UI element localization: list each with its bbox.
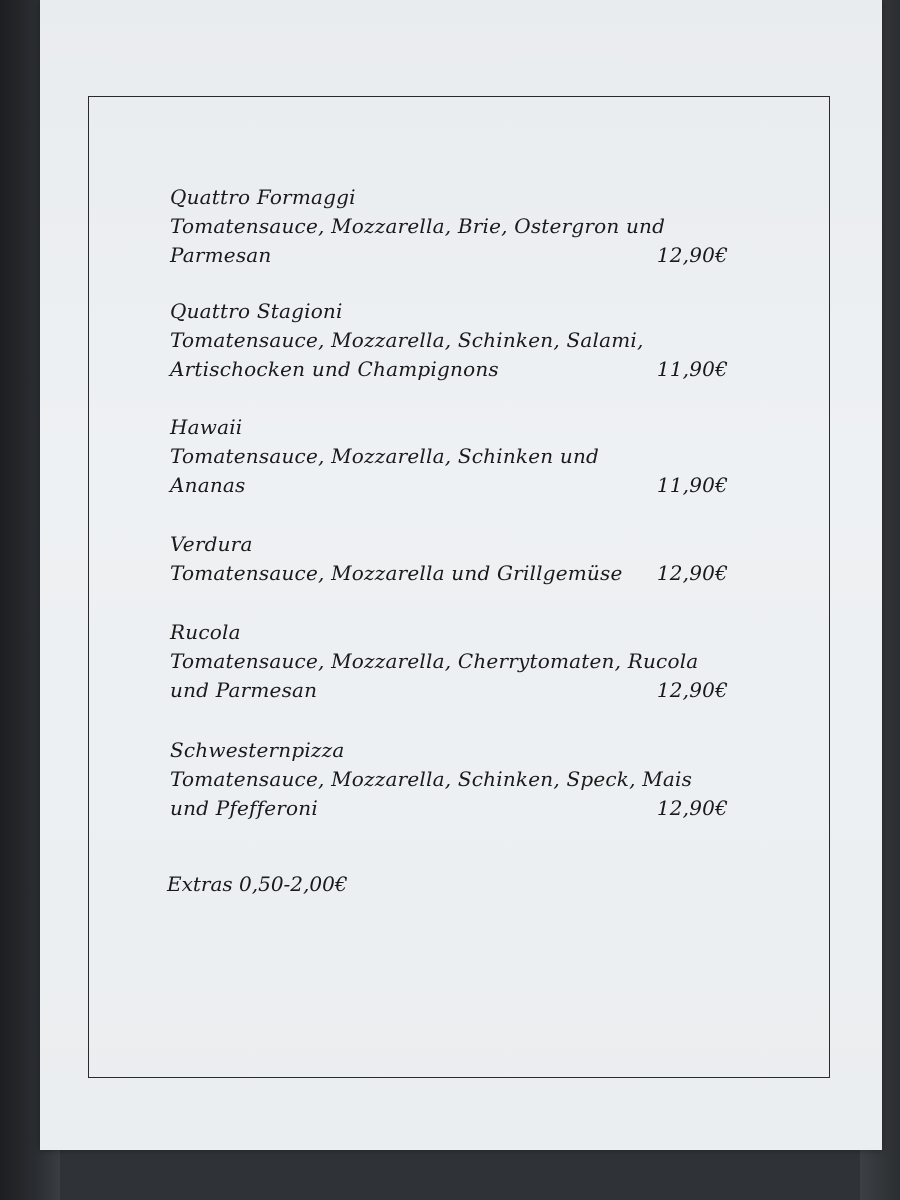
item-price: 12,90€ bbox=[656, 561, 728, 585]
item-name: Quattro Formaggi bbox=[170, 185, 356, 209]
item-description: Tomatensauce, Mozzarella, Schinken, Speck, Mais bbox=[170, 767, 693, 791]
item-name: Quattro Stagioni bbox=[170, 299, 343, 323]
item-description: Tomatensauce, Mozzarella, Schinken, Salami, bbox=[170, 328, 644, 352]
item-description-last-row bbox=[170, 559, 728, 588]
item-price: 12,90€ bbox=[656, 796, 728, 820]
item-description: und Parmesan bbox=[170, 678, 318, 702]
item-description-last-row bbox=[170, 794, 728, 823]
menu-page bbox=[40, 0, 882, 1150]
item-description-last-row bbox=[170, 355, 728, 384]
item-price: 11,90€ bbox=[656, 357, 728, 381]
menu-item-hawaii bbox=[170, 413, 728, 500]
item-description: Tomatensauce, Mozzarella, Brie, Ostergron und bbox=[170, 214, 666, 238]
item-name: Rucola bbox=[170, 620, 241, 644]
item-description: Tomatensauce, Mozzarella, Schinken und bbox=[170, 444, 600, 468]
item-name: Schwesternpizza bbox=[170, 738, 345, 762]
item-description: Tomatensauce, Mozzarella und Grillgemüse bbox=[170, 561, 623, 585]
item-description-last-row bbox=[170, 471, 728, 500]
item-description-last-row bbox=[170, 241, 728, 270]
extras-note: Extras 0,50-2,00€ bbox=[167, 872, 348, 896]
item-name: Verdura bbox=[170, 532, 253, 556]
item-name: Hawaii bbox=[170, 415, 243, 439]
item-description: Parmesan bbox=[170, 243, 272, 267]
menu-item-rucola bbox=[170, 618, 728, 705]
item-description: Ananas bbox=[170, 473, 246, 497]
menu-item-quattro-stagioni bbox=[170, 297, 728, 384]
item-description: Tomatensauce, Mozzarella, Cherrytomaten, Rucola bbox=[170, 649, 699, 673]
item-price: 11,90€ bbox=[656, 473, 728, 497]
item-description: und Pfefferoni bbox=[170, 796, 318, 820]
item-price: 12,90€ bbox=[656, 243, 728, 267]
item-description-last-row bbox=[170, 676, 728, 705]
menu-item-verdura bbox=[170, 530, 728, 588]
menu-item-quattro-formaggi bbox=[170, 183, 728, 270]
menu-item-schwesternpizza bbox=[170, 736, 728, 823]
item-description: Artischocken und Champignons bbox=[170, 357, 499, 381]
item-price: 12,90€ bbox=[656, 678, 728, 702]
